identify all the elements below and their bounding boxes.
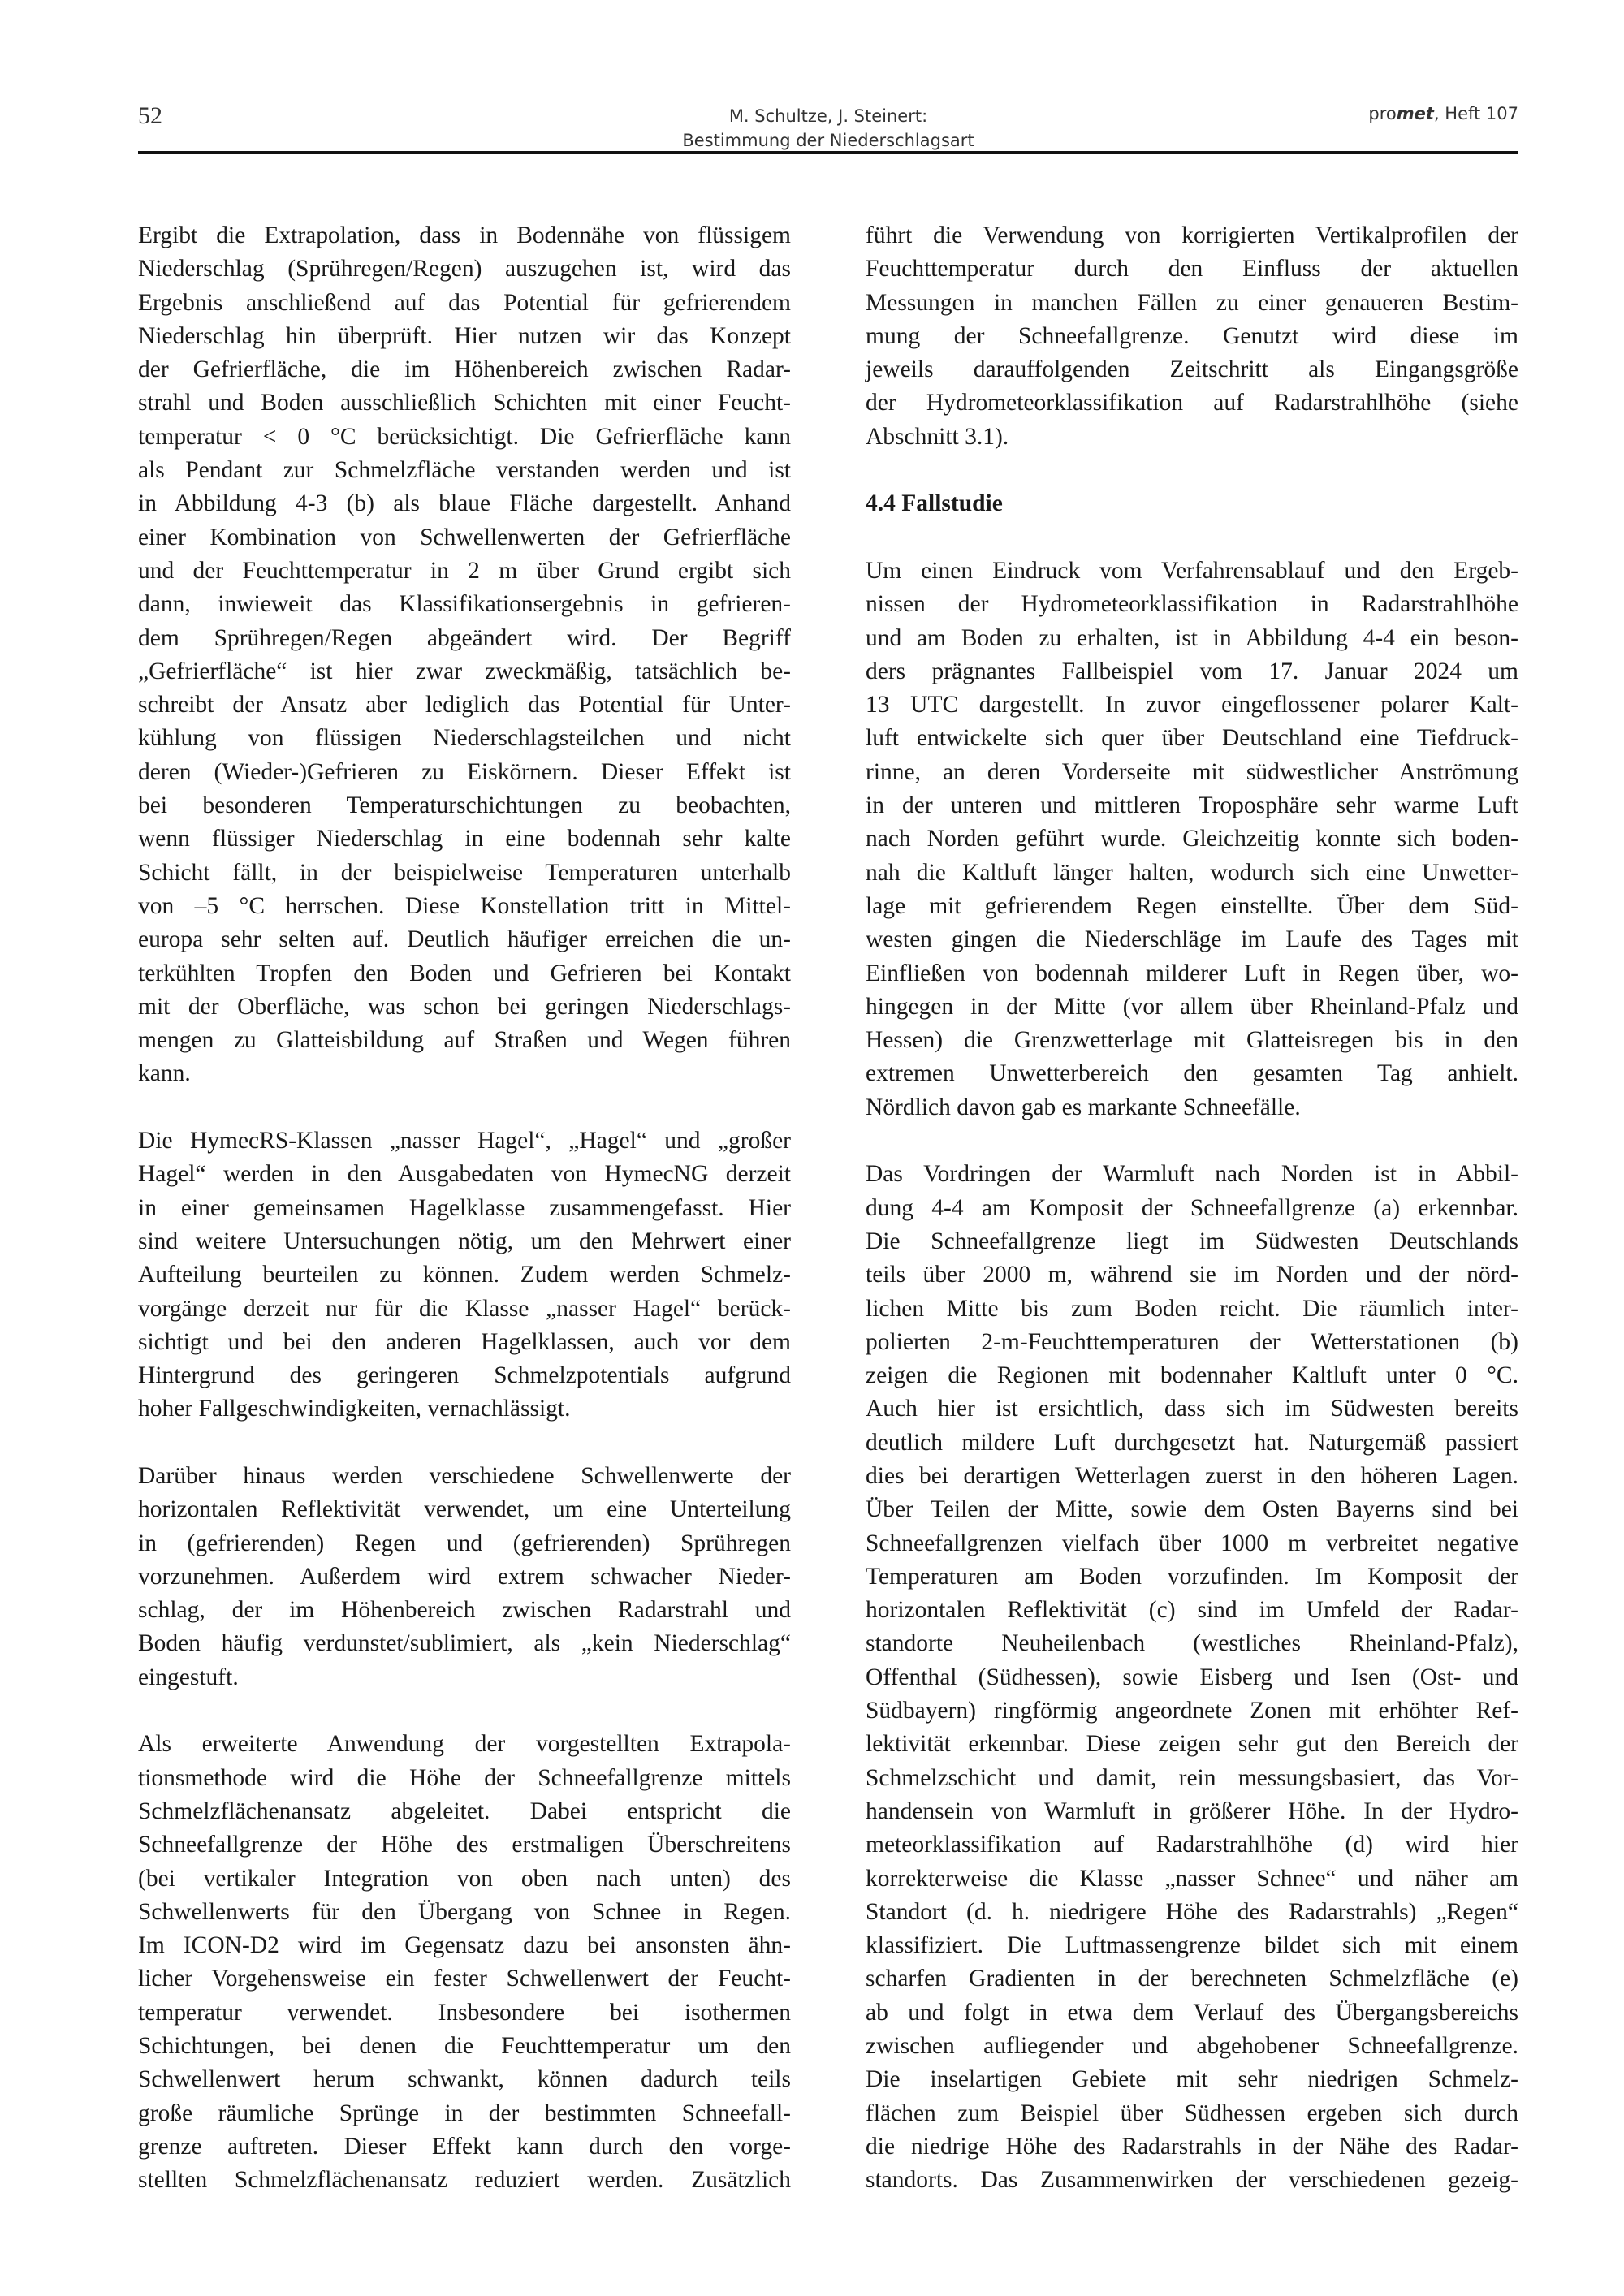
text-line: horizontalen Reflektivität (c) sind im Umfeld der Radar-: [866, 1597, 1518, 1624]
text-line: eingestuft.: [138, 1664, 239, 1690]
text-line: Schicht fällt, in der beispielweise Temperaturen unterhalb: [138, 859, 791, 886]
text-line: licher Vorgehensweise ein fester Schwellenwert der Feucht-: [138, 1966, 791, 1992]
text-line: grenze auftreten. Dieser Effekt kann durch den vorge-: [138, 2133, 791, 2160]
text-line: mung der Schneefallgrenze. Genutzt wird diese im: [866, 322, 1518, 349]
text-line: Schwellenwert herum schwankt, können dadurch teils: [138, 2066, 791, 2093]
text-line: sichtigt und bei den anderen Hagelklassen, auch vor dem: [138, 1328, 791, 1355]
text-line: strahl und Boden ausschließlich Schichten mit einer Feucht-: [138, 390, 791, 416]
text-line: kann.: [138, 1060, 191, 1087]
text-line: von –5 °C herrschen. Diese Konstellation tritt in Mittel-: [138, 892, 791, 919]
text-line: wenn flüssiger Niederschlag in eine bodennah sehr kalte: [138, 826, 791, 852]
text-line: Abschnitt 3.1).: [866, 423, 1009, 450]
text-line: Boden häufig verdunstet/sublimiert, als „kein Niederschlag“: [138, 1630, 791, 1657]
paragraph: [866, 1158, 1518, 2197]
journal-issue-number: , Heft 107: [1433, 104, 1518, 123]
text-line: in einer gemeinsamen Hagelklasse zusammengefasst. Hier: [138, 1194, 791, 1221]
text-line: horizontalen Reflektivität verwendet, um eine Unterteilung: [138, 1496, 791, 1523]
text-line: schlag, der im Höhenbereich zwischen Radarstrahl und: [138, 1597, 791, 1624]
running-title: [138, 104, 1518, 153]
text-line: dann, inwieweit das Klassifikationsergebnis in gefrieren-: [138, 591, 791, 618]
paragraph: [866, 555, 1518, 1124]
text-line: schreibt der Ansatz aber lediglich das Potential für Unter-: [138, 692, 791, 719]
text-line: in Abbildung 4-3 (b) als blaue Fläche dargestellt. Anhand: [138, 490, 791, 517]
text-line: extremen Unwetterbereich den gesamten Tag anhielt.: [866, 1060, 1518, 1087]
text-line: teils über 2000 m, während sie im Norden und der nörd-: [866, 1262, 1518, 1288]
text-line: mengen zu Glatteisbildung auf Straßen und Wegen führen: [138, 1027, 791, 1054]
text-line: klassifiziert. Die Luftmassengrenze bildet sich mit einem: [866, 1932, 1518, 1959]
text-line: korrekterweise die Klasse „nasser Schnee“ und näher am: [866, 1865, 1518, 1892]
text-line: Im ICON-D2 wird im Gegensatz dazu bei ansonsten ähn-: [138, 1932, 791, 1959]
journal-issue: [1368, 104, 1518, 123]
paragraph: [138, 1728, 791, 2197]
text-line: lage mit gefrierendem Regen einstellte. Über dem Süd-: [866, 892, 1518, 919]
text-line: Um einen Eindruck vom Verfahrensablauf und den Ergeb-: [866, 557, 1518, 584]
text-line: Auch hier ist ersichtlich, dass sich im Südwesten bereits: [866, 1396, 1518, 1422]
text-line: Hessen) die Grenzwetterlage mit Glatteisregen bis in den: [866, 1027, 1518, 1054]
journal-name-bold: met: [1396, 104, 1434, 123]
text-line: der Gefrierfläche, die im Höhenbereich zwischen Radar-: [138, 356, 791, 383]
text-line: lektivität erkennbar. Diese zeigen sehr gut den Bereich der: [866, 1731, 1518, 1758]
right-column: [866, 219, 1518, 2231]
text-line: ders prägnantes Fallbeispiel vom 17. Januar 2024 um: [866, 658, 1518, 684]
text-line: Offenthal (Südhessen), sowie Eisberg und Isen (Ost- und: [866, 1664, 1518, 1690]
text-line: deren (Wieder-)Gefrieren zu Eiskörnern. Dieser Effekt ist: [138, 758, 791, 785]
text-line: Hintergrund des geringeren Schmelzpotentials aufgrund: [138, 1362, 791, 1389]
text-line: Nördlich davon gab es markante Schneefälle.: [866, 1094, 1301, 1120]
text-line: Die inselartigen Gebiete mit sehr niedrigen Schmelz-: [866, 2066, 1518, 2093]
text-line: hoher Fallgeschwindigkeiten, vernachlässigt.: [138, 1396, 571, 1422]
text-line: deutlich mildere Luft durchgesetzt hat. Naturgemäß passiert: [866, 1429, 1518, 1456]
text-line: die niedrige Höhe des Radarstrahls in der Nähe des Radar-: [866, 2133, 1518, 2160]
text-line: Standort (d. h. niedrigere Höhe des Radarstrahls) „Regen“: [866, 1898, 1518, 1925]
text-line: temperatur < 0 °C berücksichtigt. Die Gefrierfläche kann: [138, 423, 791, 450]
text-line: terkühlten Tropfen den Boden und Gefrieren bei Kontakt: [138, 960, 791, 986]
text-line: stellten Schmelzflächenansatz reduziert werden. Zusätzlich: [138, 2167, 791, 2194]
text-line: führt die Verwendung von korrigierten Vertikalprofilen der: [866, 222, 1518, 248]
running-title-subject: Bestimmung der Niederschlagsart: [682, 131, 974, 150]
text-line: (bei vertikaler Integration von oben nach unten) des: [138, 1865, 791, 1892]
text-line: Die Schneefallgrenze liegt im Südwesten Deutschlands: [866, 1228, 1518, 1254]
text-line: bei besonderen Temperaturschichtungen zu beobachten,: [138, 792, 791, 819]
paragraph: [138, 1124, 791, 1426]
text-line: „Gefrierfläche“ ist hier zwar zweckmäßig, tatsächlich be-: [138, 658, 791, 684]
text-line: Schwellenwerts für den Übergang von Schnee in Regen.: [138, 1898, 791, 1925]
text-line: und am Boden zu erhalten, ist in Abbildung 4-4 ein beson-: [866, 624, 1518, 651]
text-line: in der unteren und mittleren Troposphäre sehr warme Luft: [866, 792, 1518, 819]
journal-name-prefix: pro: [1368, 104, 1397, 123]
page-number: 52: [138, 102, 162, 129]
left-column: [138, 219, 791, 2231]
text-line: ab und folgt in etwa dem Verlauf des Übergangsbereichs: [866, 1999, 1518, 2026]
paragraph: [138, 219, 791, 1091]
text-line: temperatur verwendet. Insbesondere bei isothermen: [138, 1999, 791, 2026]
text-line: vorgänge derzeit nur für die Klasse „nasser Hagel“ berück-: [138, 1295, 791, 1322]
text-line: Schneefallgrenze der Höhe des erstmaligen Überschreitens: [138, 1832, 791, 1858]
text-line: mit der Oberfläche, was schon bei geringen Niederschlags-: [138, 993, 791, 1020]
text-line: lichen Mitte bis zum Boden reicht. Die räumlich inter-: [866, 1295, 1518, 1322]
text-line: vorzunehmen. Außerdem wird extrem schwacher Nieder-: [138, 1563, 791, 1590]
text-line: kühlung von flüssigen Niederschlagsteilchen und nicht: [138, 725, 791, 752]
text-line: zwischen aufliegender und abgehobener Schneefallgrenze.: [866, 2033, 1518, 2060]
text-line: Schneefallgrenzen vielfach über 1000 m verbreitet negative: [866, 1530, 1518, 1556]
text-line: Schmelzflächenansatz abgeleitet. Dabei entspricht die: [138, 1798, 791, 1824]
text-line: Über Teilen der Mitte, sowie dem Osten Bayerns sind bei: [866, 1496, 1518, 1523]
text-line: Schmelzschicht und damit, rein messungsbasiert, das Vor-: [866, 1764, 1518, 1791]
text-line: 13 UTC dargestellt. In zuvor eingeflossener polarer Kalt-: [866, 692, 1518, 719]
text-line: westen gingen die Niederschläge im Laufe des Tages mit: [866, 926, 1518, 953]
text-line: Als erweiterte Anwendung der vorgestellten Extrapola-: [138, 1731, 791, 1758]
text-line: in (gefrierenden) Regen und (gefrierenden) Sprühregen: [138, 1530, 791, 1556]
text-line: hingegen in der Mitte (vor allem über Rheinland-Pfalz und: [866, 993, 1518, 1020]
text-line: sind weitere Untersuchungen nötig, um den Mehrwert einer: [138, 1228, 791, 1254]
text-line: und der Feuchttemperatur in 2 m über Grund ergibt sich: [138, 557, 791, 584]
text-line: der Hydrometeorklassifikation auf Radarstrahlhöhe (siehe: [866, 390, 1518, 416]
text-line: Hagel“ werden in den Ausgabedaten von HymecNG derzeit: [138, 1161, 791, 1188]
text-line: Aufteilung beurteilen zu können. Zudem werden Schmelz-: [138, 1262, 791, 1288]
text-line: Einfließen von bodennah milderer Luft in Regen über, wo-: [866, 960, 1518, 986]
text-line: standorte Neuheilenbach (westliches Rheinland-Pfalz),: [866, 1630, 1518, 1657]
text-line: Darüber hinaus werden verschiedene Schwellenwerte der: [138, 1462, 791, 1489]
text-line: dung 4-4 am Komposit der Schneefallgrenze (a) erkennbar.: [866, 1194, 1518, 1221]
text-line: rinne, an deren Vorderseite mit südwestlicher Anströmung: [866, 758, 1518, 785]
text-line: Niederschlag hin überprüft. Hier nutzen wir das Konzept: [138, 322, 791, 349]
text-line: Messungen in manchen Fällen zu einer genaueren Bestim-: [866, 289, 1518, 316]
text-line: Temperaturen am Boden vorzufinden. Im Komposit der: [866, 1563, 1518, 1590]
text-line: flächen zum Beispiel über Südhessen ergeben sich durch: [866, 2100, 1518, 2126]
paragraph: [866, 219, 1518, 454]
text-line: Schichtungen, bei denen die Feuchttemperatur um den: [138, 2033, 791, 2060]
text-line: Das Vordringen der Warmluft nach Norden ist in Abbil-: [866, 1161, 1518, 1188]
text-line: Niederschlag (Sprühregen/Regen) auszugehen ist, wird das: [138, 256, 791, 283]
text-line: jeweils darauffolgenden Zeitschritt als Eingangsgröße: [866, 356, 1518, 383]
text-line: Die HymecRS-Klassen „nasser Hagel“, „Hagel“ und „großer: [138, 1128, 791, 1154]
running-title-authors: M. Schultze, J. Steinert:: [728, 106, 928, 126]
header-rule: [138, 151, 1518, 154]
text-line: luft entwickelte sich quer über Deutschland eine Tiefdruck-: [866, 725, 1518, 752]
text-line: Feuchttemperatur durch den Einfluss der aktuellen: [866, 256, 1518, 283]
text-line: europa sehr selten auf. Deutlich häufiger erreichen die un-: [138, 926, 791, 953]
text-line: polierten 2-m-Feuchttemperaturen der Wetterstationen (b): [866, 1328, 1518, 1355]
text-line: nach Norden geführt wurde. Gleichzeitig konnte sich boden-: [866, 826, 1518, 852]
text-line: tionsmethode wird die Höhe der Schneefallgrenze mittels: [138, 1764, 791, 1791]
text-line: handensein von Warmluft in größerer Höhe. In der Hydro-: [866, 1798, 1518, 1824]
text-line: nah die Kaltluft länger halten, wodurch sich eine Unwetter-: [866, 859, 1518, 886]
text-line: Südbayern) ringförmig angeordnete Zonen mit erhöhter Ref-: [866, 1698, 1518, 1724]
page-header: [138, 97, 1518, 154]
text-line: dies bei derartigen Wetterlagen zuerst in den höheren Lagen.: [866, 1462, 1518, 1489]
text-line: Ergibt die Extrapolation, dass in Bodennähe von flüssigem: [138, 222, 791, 248]
text-line: einer Kombination von Schwellenwerten der Gefrierfläche: [138, 524, 791, 550]
text-line: nissen der Hydrometeorklassifikation in Radarstrahlhöhe: [866, 591, 1518, 618]
paragraph: [138, 1460, 791, 1694]
text-line: standorts. Das Zusammenwirken der verschiedenen gezeig-: [866, 2167, 1518, 2194]
text-line: zeigen die Regionen mit bodennaher Kaltluft unter 0 °C.: [866, 1362, 1518, 1389]
text-line: scharfen Gradienten in der berechneten Schmelzfläche (e): [866, 1966, 1518, 1992]
text-line: Ergebnis anschließend auf das Potential für gefrierendem: [138, 289, 791, 316]
text-line: große räumliche Sprünge in der bestimmten Schneefall-: [138, 2100, 791, 2126]
section-heading: 4.4 Fallstudie: [866, 490, 1003, 517]
text-line: dem Sprühregen/Regen abgeändert wird. Der Begriff: [138, 624, 791, 651]
text-line: meteorklassifikation auf Radarstrahlhöhe (d) wird hier: [866, 1832, 1518, 1858]
text-line: als Pendant zur Schmelzfläche verstanden werden und ist: [138, 457, 791, 484]
